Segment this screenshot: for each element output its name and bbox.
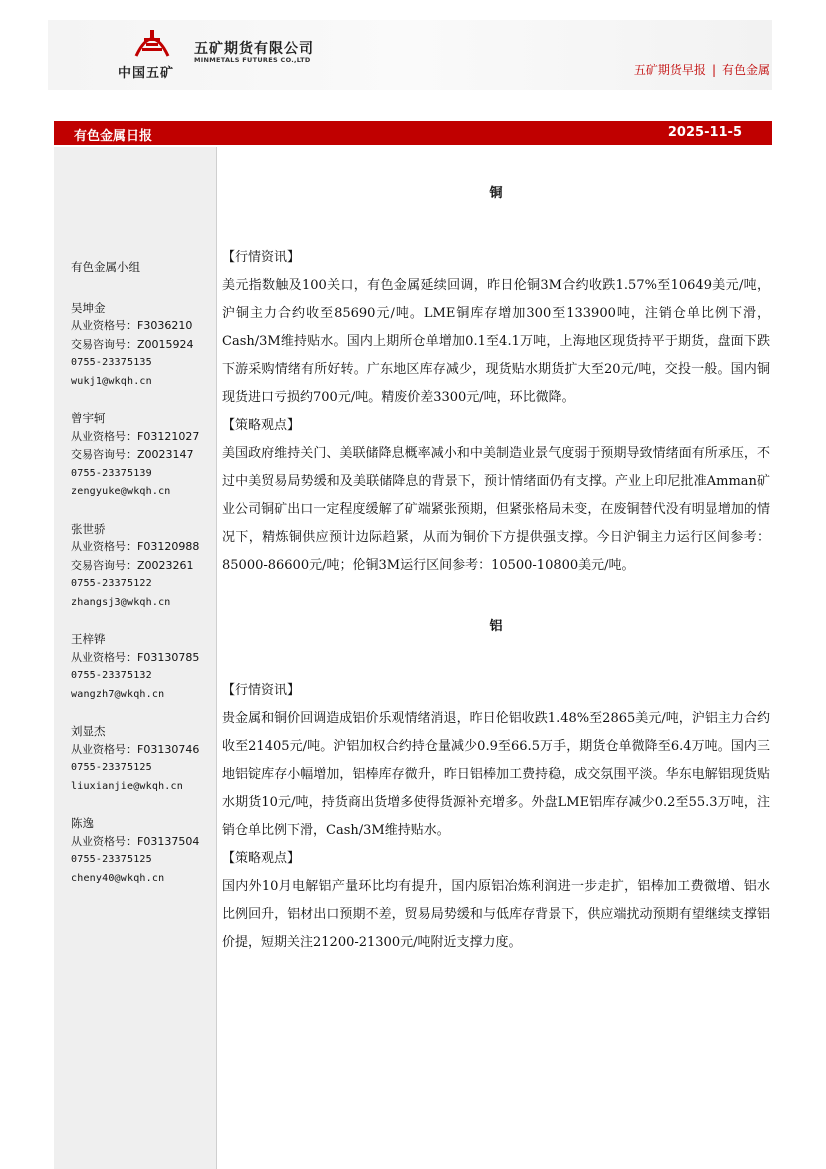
section-gap <box>222 580 770 613</box>
company-name-cn: 五矿期货有限公司 <box>194 41 314 57</box>
separator: | <box>711 63 716 77</box>
analyst-email[interactable]: zengyuke@wkqh.cn <box>71 486 171 497</box>
strategy-label: 【策略观点】 <box>222 418 301 433</box>
report-body <box>222 180 770 957</box>
analyst-card <box>71 520 199 613</box>
analyst-name: 吴坤金 <box>71 300 106 315</box>
analyst-name: 张世骄 <box>71 521 106 536</box>
analyst-license: 从业资格号：F3036210 <box>71 319 193 332</box>
market-info-label: 【行情资讯】 <box>222 683 301 698</box>
report-title: 有色金属日报 <box>74 129 153 144</box>
analyst-list <box>71 258 199 906</box>
sidebar-divider <box>216 147 217 1169</box>
analyst-phone: 0755-23375125 <box>71 854 152 865</box>
report-type-header <box>634 61 770 78</box>
analyst-name: 刘显杰 <box>71 724 106 738</box>
analyst-consult: 交易咨询号：Z0015924 <box>71 337 194 351</box>
analyst-email[interactable]: wangzh7@wkqh.cn <box>71 688 165 700</box>
market-info-text: 美元指数触及100关口，有色金属延续回调，昨日伦铜3M合约收跌1.57%至10649美元/吨，沪铜主力合约收至85690元/吨。LME铜库存增加300至133900吨，注销仓单比例下滑，Cash/3M维持贴水。国内上期所仓单增加0.1至4.1万吨，上海地区现货持平于期货，盘面下跌下游采购情绪有所好转。广东地区库存减少，现货贴水期货扩大至20元/吨，交投一般。国内铜现货进口亏损约700元/吨。精废价差3300元/吨，环比微降。 <box>222 278 770 405</box>
report-sector: 有色金属 <box>721 63 770 77</box>
analyst-card <box>71 814 199 888</box>
analyst-license: 从业资格号：F03137504 <box>71 834 200 848</box>
analyst-license: 从业资格号：F03130746 <box>71 742 200 756</box>
analyst-phone: 0755-23375139 <box>71 467 152 479</box>
analyst-name: 曾宇轲 <box>71 411 106 425</box>
analyst-card <box>71 299 199 392</box>
section-title: 铝 <box>489 619 503 634</box>
market-info-label: 【行情资讯】 <box>222 250 301 265</box>
section-title: 铜 <box>489 186 503 201</box>
strategy-text: 国内外10月电解铝产量环比均有提升，国内原铝冶炼利润进一步走扩，铝棒加工费微增、铝水比例回升，铝材出口预期不差，贸易局势缓和与低库存背景下，供应端扰动预期有望继续支撑铝价提，短期关注21200-21300元/吨附近支撑力度。 <box>222 879 770 950</box>
analyst-consult: 交易咨询号：Z0023261 <box>71 558 194 572</box>
market-info-text: 贵金属和铜价回调造成铝价乐观情绪消退，昨日伦铝收跌1.48%至2865美元/吨，沪铝主力合约收至21405元/吨。沪铝加权合约持仓量减少0.9至66.5万手，期货仓单微降至6.4万吨。国内三地铝锭库存小幅增加，铝棒库存微升，昨日铝棒加工费持稳，成交氛围平淡。华东电解铝现货贴水期货10元/吨，持货商出货增多使得货源补充增多。外盘LME铝库存减少0.2至55.3万吨，注销仓单比例下滑，Cash/3M维持贴水。 <box>222 711 770 838</box>
analyst-license: 从业资格号：F03120988 <box>71 540 200 553</box>
analyst-name: 陈逸 <box>71 816 94 830</box>
report-type: 五矿期货早报 <box>633 63 706 77</box>
strategy-text: 美国政府维持关门、美联储降息概率减小和中美制造业景气度弱于预期导致情绪面有所承压，不过中美贸易局势缓和及美联储降息的背景下，预计情绪面仍有支撑。产业上印尼批准Amman矿业公司铜矿出口一定程度缓解了矿端紧张预期，但紧张格局未变，在废铜替代没有明显增加的情况下，精炼铜供应预计边际趋紧，从而为铜价下方提供强支撑。今日沪铜主力运行区间参考：85000-86600元/吨；伦铜3M运行区间参考：10500-10800美元/吨。 <box>222 446 770 573</box>
analyst-license: 从业资格号：F03130785 <box>71 650 200 664</box>
analyst-card <box>71 409 199 502</box>
team-label: 有色金属小组 <box>71 260 140 274</box>
analyst-email[interactable]: cheny40@wkqh.cn <box>71 872 165 884</box>
analyst-phone: 0755-23375132 <box>71 670 152 681</box>
logo-text: 中国五矿 <box>118 66 175 81</box>
section-aluminum <box>222 613 770 957</box>
strategy-label: 【策略观点】 <box>222 851 301 866</box>
section-copper <box>222 180 770 580</box>
analyst-card <box>71 630 199 704</box>
analyst-email[interactable]: liuxianjie@wkqh.cn <box>71 780 183 792</box>
minmetals-logo-icon <box>132 26 172 60</box>
title-bar <box>54 121 772 145</box>
report-date: 2025-11-5 <box>667 125 742 140</box>
analyst-email[interactable]: wukj1@wkqh.cn <box>71 375 152 387</box>
analyst-card <box>71 722 199 796</box>
company-name-en: MINMETALS FUTURES CO.,LTD <box>194 56 311 64</box>
analyst-name: 王梓铧 <box>71 632 106 646</box>
analyst-phone: 0755-23375125 <box>71 762 152 773</box>
analyst-email[interactable]: zhangsj3@wkqh.cn <box>71 596 171 608</box>
analyst-phone: 0755-23375135 <box>71 357 152 368</box>
analyst-license: 从业资格号：F03121027 <box>71 429 200 443</box>
analyst-phone: 0755-23375122 <box>71 578 152 589</box>
analyst-consult: 交易咨询号：Z0023147 <box>71 448 194 461</box>
